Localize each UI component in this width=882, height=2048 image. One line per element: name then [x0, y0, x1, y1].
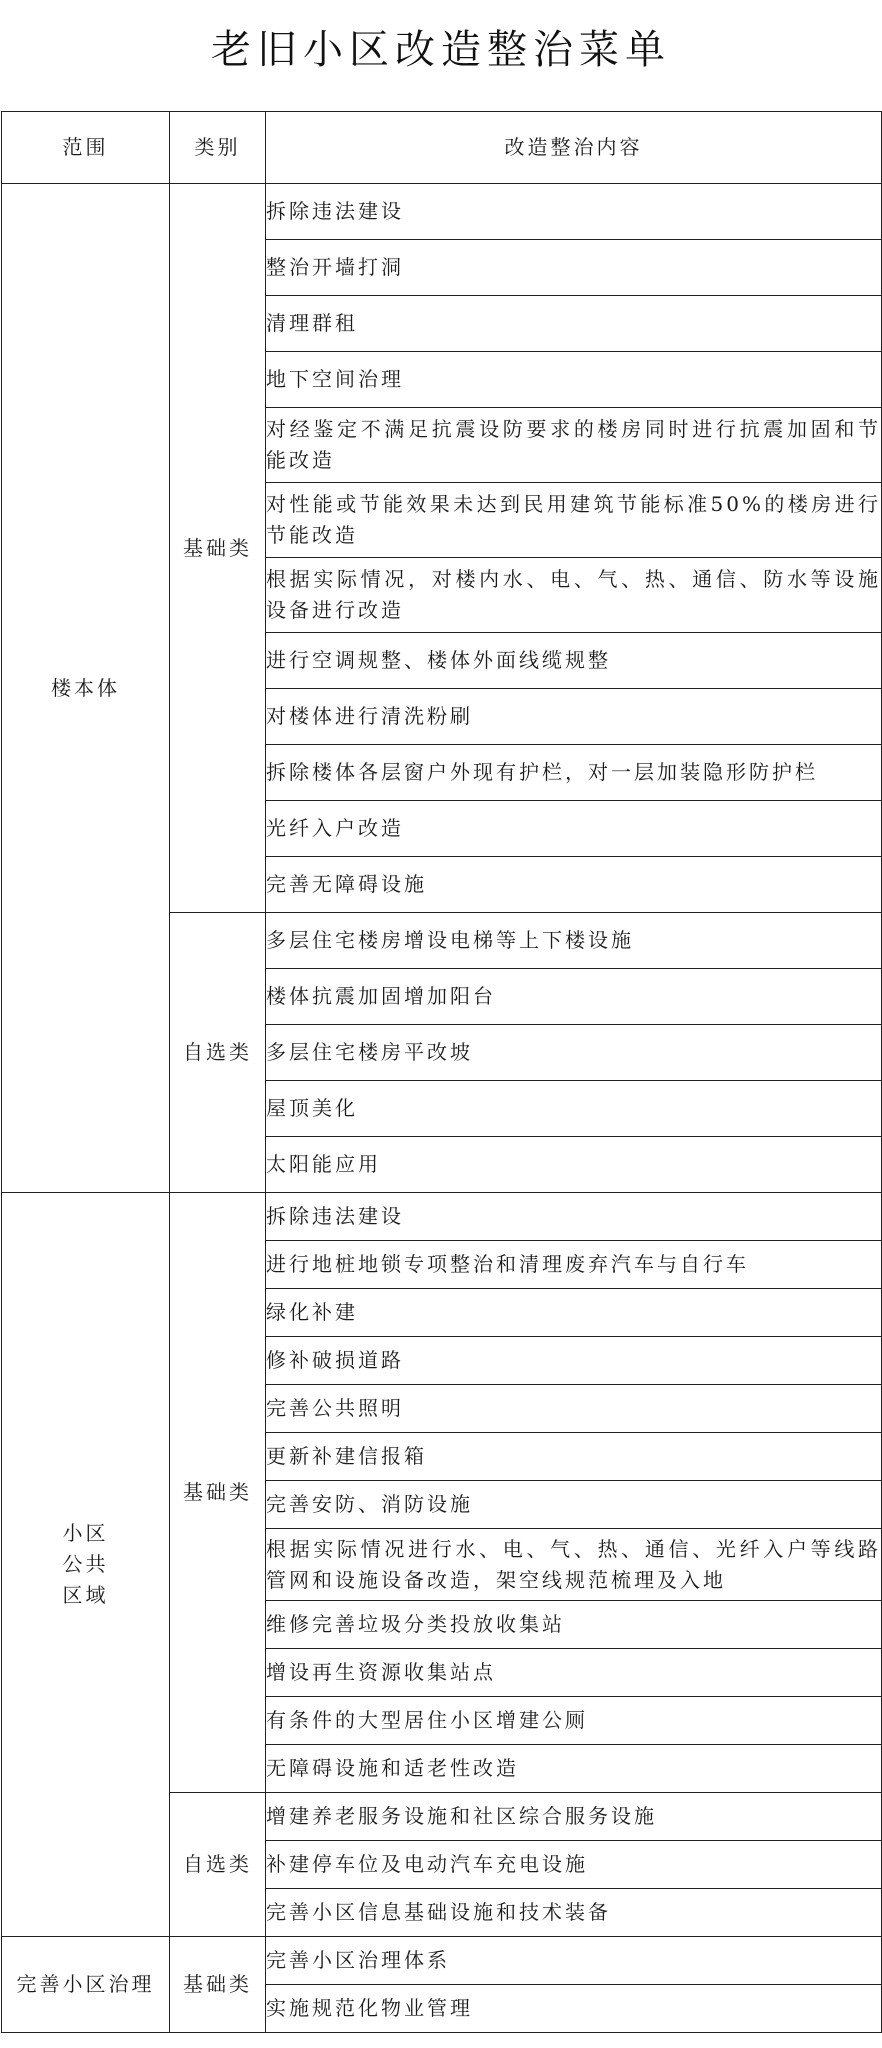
content-item: 进行空调规整、楼体外面线缆规整 — [266, 633, 882, 689]
header-row — [2, 112, 882, 184]
content-item: 实施规范化物业管理 — [266, 1985, 882, 2033]
content-item: 维修完善垃圾分类投放收集站 — [266, 1601, 882, 1649]
table-row — [2, 1937, 882, 1985]
content-item: 无障碍设施和适老性改造 — [266, 1745, 882, 1793]
content-item: 清理群租 — [266, 296, 882, 352]
category-cell: 自选类 — [170, 1793, 266, 1937]
content-item: 完善安防、消防设施 — [266, 1481, 882, 1529]
content-item: 有条件的大型居住小区增建公厕 — [266, 1697, 882, 1745]
table-row — [2, 184, 882, 240]
content-item: 拆除违法建设 — [266, 1193, 882, 1241]
content-item: 根据实际情况进行水、电、气、热、通信、光纤入户等线路管网和设施设备改造，架空线规范梳理及入地 — [266, 1529, 882, 1601]
content-item: 增建养老服务设施和社区综合服务设施 — [266, 1793, 882, 1841]
content-item: 多层住宅楼房平改坡 — [266, 1025, 882, 1081]
content-item: 光纤入户改造 — [266, 801, 882, 857]
content-item: 完善小区信息基础设施和技术装备 — [266, 1889, 882, 1937]
content-item: 更新补建信报箱 — [266, 1433, 882, 1481]
scope-label: 完善小区治理 — [16, 1972, 155, 1996]
header-scope: 范围 — [2, 112, 170, 184]
page-title: 老旧小区改造整治菜单 — [211, 27, 671, 73]
content-item: 绿化补建 — [266, 1289, 882, 1337]
content-item: 补建停车位及电动汽车充电设施 — [266, 1841, 882, 1889]
category-cell: 基础类 — [170, 1193, 266, 1793]
table-row — [2, 1193, 882, 1241]
scope-label: 区域 — [62, 1583, 109, 1607]
content-item: 拆除违法建设 — [266, 184, 882, 240]
category-cell: 自选类 — [170, 913, 266, 1193]
scope-label: 小区 — [62, 1521, 109, 1545]
scope-cell — [2, 1193, 170, 1937]
content-item: 根据实际情况，对楼内水、电、气、热、通信、防水等设施设备进行改造 — [266, 558, 882, 633]
content-item: 多层住宅楼房增设电梯等上下楼设施 — [266, 913, 882, 969]
content-item: 对楼体进行清洗粉刷 — [266, 689, 882, 745]
content-item: 完善小区治理体系 — [266, 1937, 882, 1985]
menu-body — [2, 184, 882, 2033]
category-cell: 基础类 — [170, 184, 266, 913]
content-item: 拆除楼体各层窗户外现有护栏，对一层加装隐形防护栏 — [266, 745, 882, 801]
scope-label: 公共 — [62, 1552, 109, 1576]
content-item: 屋顶美化 — [266, 1081, 882, 1137]
content-item: 进行地桩地锁专项整治和清理废弃汽车与自行车 — [266, 1241, 882, 1289]
header-content: 改造整治内容 — [266, 112, 882, 184]
scope-cell — [2, 184, 170, 1193]
content-item: 地下空间治理 — [266, 352, 882, 408]
content-item: 对性能或节能效果未达到民用建筑节能标准50%的楼房进行节能改造 — [266, 483, 882, 558]
header-category: 类别 — [170, 112, 266, 184]
content-item: 楼体抗震加固增加阳台 — [266, 969, 882, 1025]
content-item: 完善公共照明 — [266, 1385, 882, 1433]
content-item: 修补破损道路 — [266, 1337, 882, 1385]
content-item: 完善无障碍设施 — [266, 857, 882, 913]
category-cell: 基础类 — [170, 1937, 266, 2033]
scope-label: 楼本体 — [51, 675, 120, 700]
content-item: 增设再生资源收集站点 — [266, 1649, 882, 1697]
renovation-menu-table — [1, 111, 882, 2033]
content-item: 太阳能应用 — [266, 1137, 882, 1193]
content-item: 对经鉴定不满足抗震设防要求的楼房同时进行抗震加固和节能改造 — [266, 408, 882, 483]
scope-cell — [2, 1937, 170, 2033]
content-item: 整治开墙打洞 — [266, 240, 882, 296]
